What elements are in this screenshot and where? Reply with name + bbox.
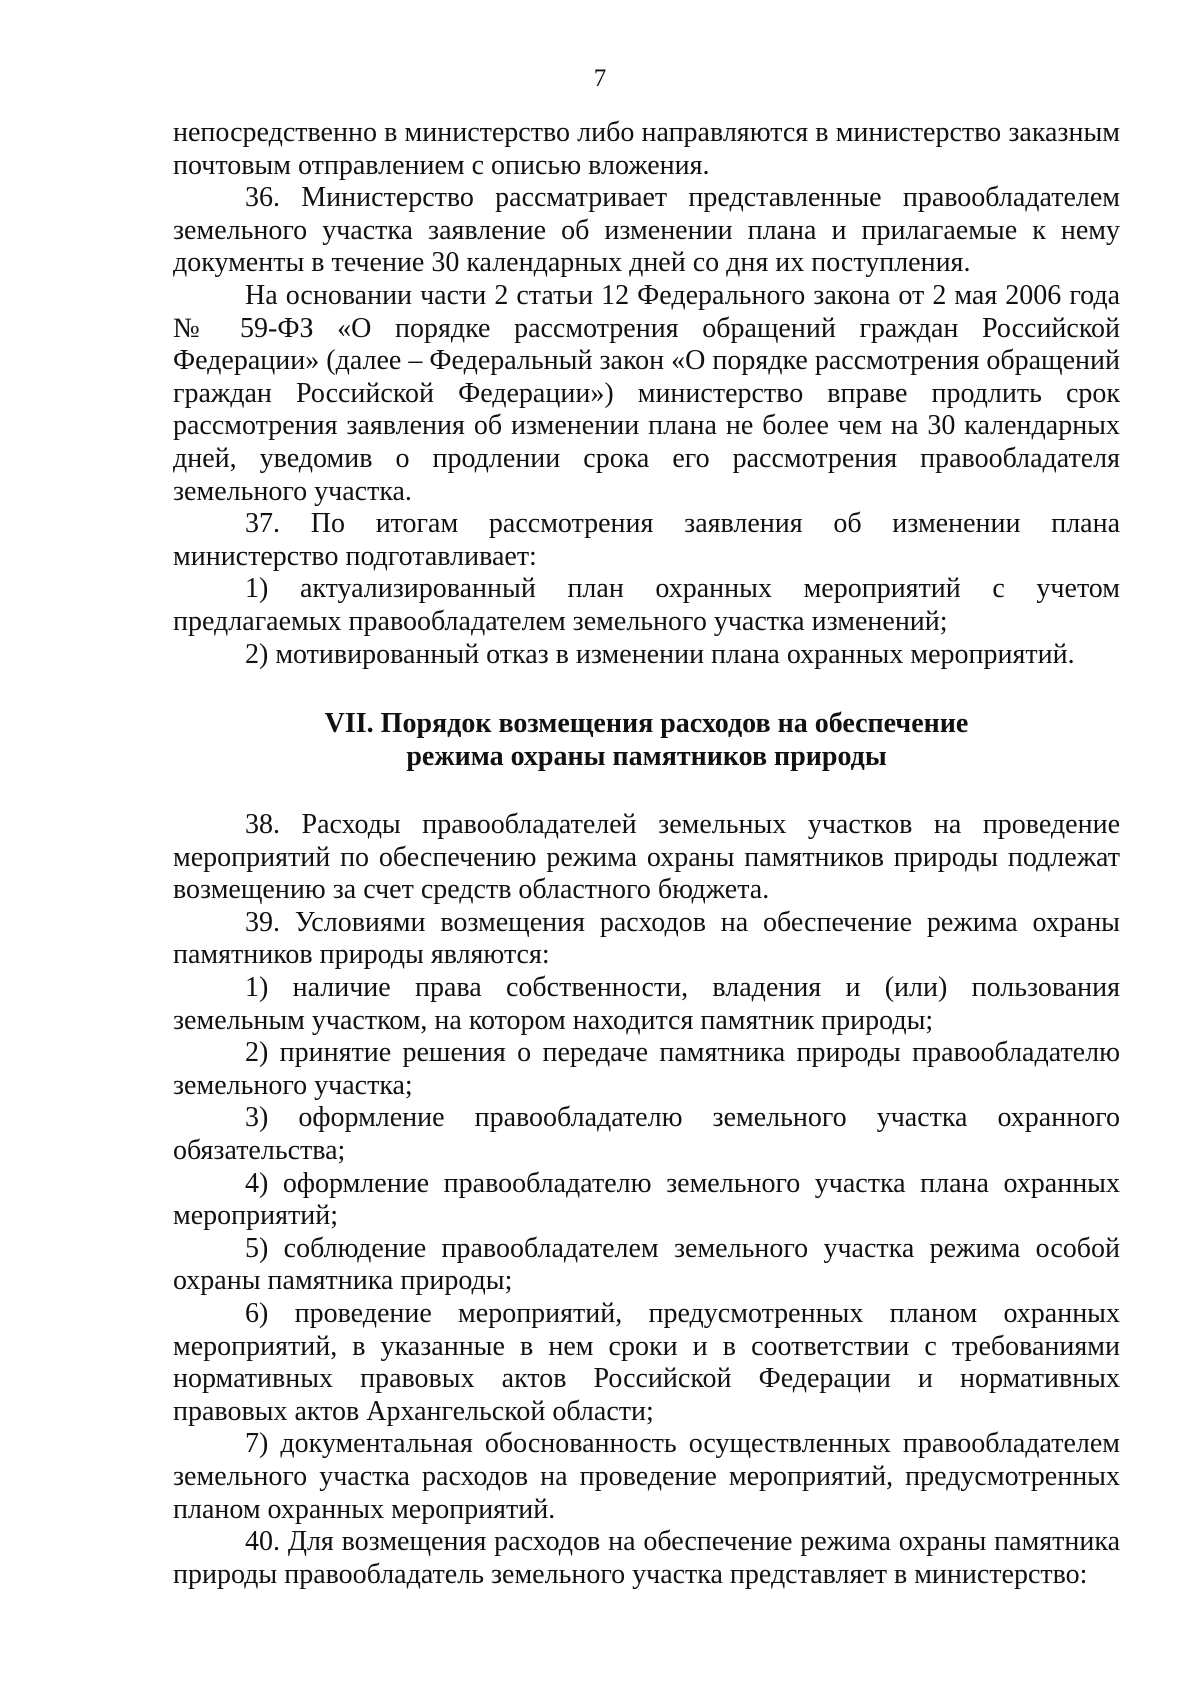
paragraph-continuation: непосредственно в министерство либо направляются в министерство заказным почтовым отправлением с описью вложения. xyxy=(173,117,1120,181)
paragraph-37-item-1: 1) актуализированный план охранных мероприятий с учетом предлагаемых правообладателем земельного участка изменений; xyxy=(173,573,1120,637)
section-heading-line-1: VII. Порядок возмещения расходов на обеспечение xyxy=(324,708,969,740)
paragraph-37: 37. По итогам рассмотрения заявления об изменении плана министерство подготавливает: xyxy=(173,508,1120,572)
paragraph-39-item-1: 1) наличие права собственности, владения и (или) пользования земельным участком, на котором находится памятник природы; xyxy=(173,972,1120,1036)
section-heading-line-2: режима охраны памятников природы xyxy=(406,741,887,773)
paragraph-38: 38. Расходы правообладателей земельных участков на проведение мероприятий по обеспечению режима охраны памятников природы подлежат возмещению за счет средств областного бюджета. xyxy=(173,809,1120,906)
paragraph-39-item-6: 6) проведение мероприятий, предусмотренных планом охранных мероприятий, в указанные в нем сроки и в соответствии с требованиями нормативных правовых актов Российской Федерации и нормативных правовых актов Архангельской области; xyxy=(173,1298,1120,1427)
paragraph-39-item-2: 2) принятие решения о передаче памятника природы правообладателю земельного участка; xyxy=(173,1037,1120,1101)
paragraph-37-item-2: 2) мотивированный отказ в изменении плана охранных мероприятий. xyxy=(245,638,1075,670)
paragraph-39-item-3: 3) оформление правообладателю земельного участка охранного обязательства; xyxy=(173,1102,1120,1167)
document-body xyxy=(173,117,1120,1591)
paragraph-39: 39. Условиями возмещения расходов на обеспечение режима охраны памятников природы являются: xyxy=(173,906,1120,971)
paragraph-39-item-5: 5) соблюдение правообладателем земельного участка режима особой охраны памятника природы; xyxy=(173,1232,1120,1297)
paragraph-36: 36. Министерство рассматривает представленные правообладателем земельного участка заявление об изменении плана и прилагаемые к нему документы в течение 30 календарных дней со дня их поступления. xyxy=(173,182,1120,279)
paragraph-39-item-7: 7) документальная обоснованность осуществленных правообладателем земельного участка расходов на проведение мероприятий, предусмотренных планом охранных мероприятий. xyxy=(173,1428,1120,1525)
paragraph-36-extension: На основании части 2 статьи 12 Федерального закона от 2 мая 2006 года № 59-ФЗ «О порядке рассмотрения обращений граждан Российской Федерации» (далее – Федеральный закон «О порядке рассмотрения обращений граждан Российской Федерации») министерство вправе продлить срок рассмотрения заявления об изменении плана не более чем на 30 календарных дней, уведомив о продлении срока его рассмотрения правообладателя земельного участка. xyxy=(173,279,1120,507)
page-number: 7 xyxy=(593,65,607,92)
section-heading xyxy=(173,707,1120,773)
paragraph-39-item-4: 4) оформление правообладателю земельного участка плана охранных мероприятий; xyxy=(173,1167,1120,1232)
paragraph-40: 40. Для возмещения расходов на обеспечение режима охраны памятника природы правообладатель земельного участка представляет в министерство: xyxy=(173,1526,1120,1590)
